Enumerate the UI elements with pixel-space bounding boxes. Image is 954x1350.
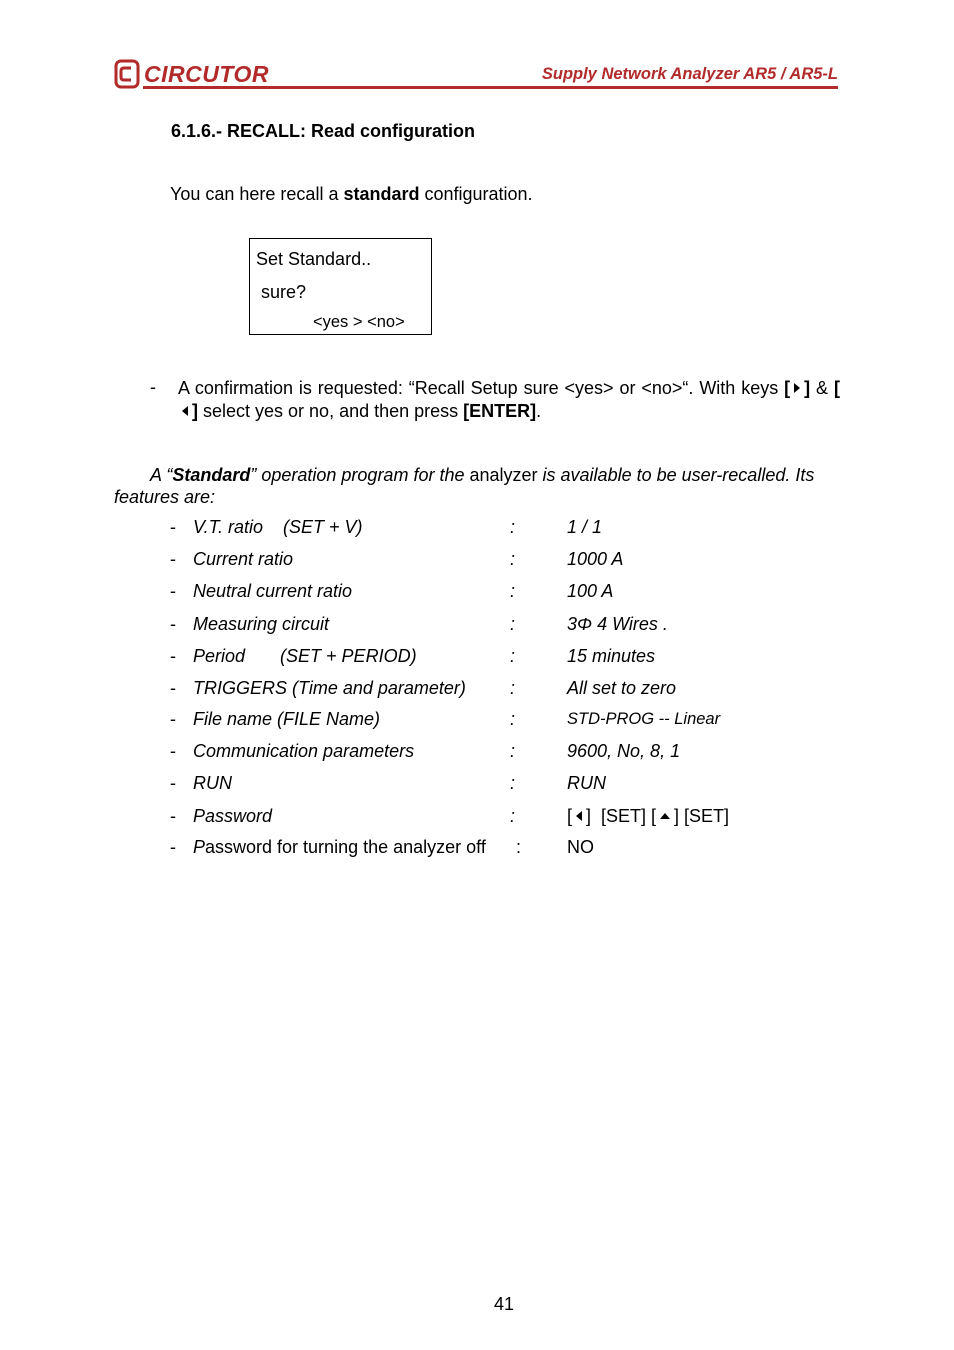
intro-bold: standard bbox=[343, 184, 420, 204]
feature-name: RUN bbox=[193, 773, 232, 793]
feature-value: STD-PROG -- Linear bbox=[567, 710, 721, 728]
right-arrow-icon bbox=[794, 383, 800, 393]
feature-name: V.T. ratio (SET + V) bbox=[193, 517, 363, 537]
feature-value: 15 minutes bbox=[567, 646, 656, 666]
left-arrow-icon bbox=[182, 406, 188, 416]
key-right: [ ] bbox=[784, 378, 811, 398]
feature-value: All set to zero bbox=[567, 678, 677, 698]
lcd-display bbox=[249, 238, 432, 335]
feature-value: [ ] [SET] [ ] [SET] bbox=[567, 806, 730, 826]
feature-value: 100 A bbox=[567, 581, 614, 601]
ampersand: & bbox=[810, 378, 834, 398]
enter-key: [ENTER] bbox=[463, 401, 537, 421]
feature-value: NO bbox=[567, 837, 594, 857]
lcd-line-3: <yes > <no> bbox=[313, 313, 405, 331]
feature-name: Neutral current ratio bbox=[193, 581, 353, 601]
intro-prefix: You can here recall a bbox=[170, 184, 344, 204]
feature-value: 1 / 1 bbox=[567, 517, 603, 537]
standard-paragraph: A “Standard” operation program for the analyzer is available to be user-recalled. Its features are: bbox=[114, 465, 815, 507]
feature-value: RUN bbox=[567, 773, 606, 793]
logo-wordmark: CIRCUTOR bbox=[144, 60, 269, 87]
feature-name: Communication parameters bbox=[193, 741, 415, 761]
feature-name: File name (FILE Name) bbox=[193, 709, 381, 729]
key-left: [] bbox=[178, 378, 840, 421]
lcd-line-2: sure? bbox=[261, 282, 307, 302]
feature-value: 3Φ 4 Wires . bbox=[567, 614, 668, 634]
confirmation-text: A confirmation is requested: “Recall Setup sure <yes> or <no>“. With keys bbox=[178, 378, 779, 398]
page-number: 41 bbox=[493, 1294, 515, 1314]
circutor-logo-icon bbox=[114, 59, 140, 89]
feature-name: Measuring circuit bbox=[193, 614, 330, 634]
section-heading: 6.1.6.- RECALL: Read configuration bbox=[171, 121, 476, 141]
feature-name: Password for turning the analyzer off bbox=[193, 837, 486, 857]
intro-paragraph bbox=[170, 184, 533, 205]
feature-name: TRIGGERS (Time and parameter) bbox=[193, 678, 466, 698]
intro-suffix: configuration. bbox=[419, 184, 533, 204]
document-header-title: Supply Network Analyzer AR5 / AR5-L bbox=[541, 65, 838, 83]
feature-name: Current ratio bbox=[193, 549, 294, 569]
up-arrow-icon bbox=[660, 813, 670, 819]
feature-name: Password bbox=[193, 806, 273, 826]
lcd-line-1: Set Standard.. bbox=[256, 249, 372, 269]
bullet-dash: - bbox=[150, 377, 156, 397]
feature-value: 9600, No, 8, 1 bbox=[567, 741, 681, 761]
confirmation-paragraph: A confirmation is requested: “Recall Setup sure <yes> or <no>“. With keys [ ] & [] select yes or no, and then press [ENTER]. bbox=[178, 378, 840, 421]
standard-bold: Standard bbox=[172, 465, 251, 485]
feature-value: 1000 A bbox=[567, 549, 624, 569]
left-arrow-icon bbox=[576, 811, 582, 821]
header-divider bbox=[143, 86, 838, 89]
select-text: select yes or no, and then press bbox=[198, 401, 464, 421]
feature-name: Period (SET + PERIOD) bbox=[193, 646, 417, 666]
